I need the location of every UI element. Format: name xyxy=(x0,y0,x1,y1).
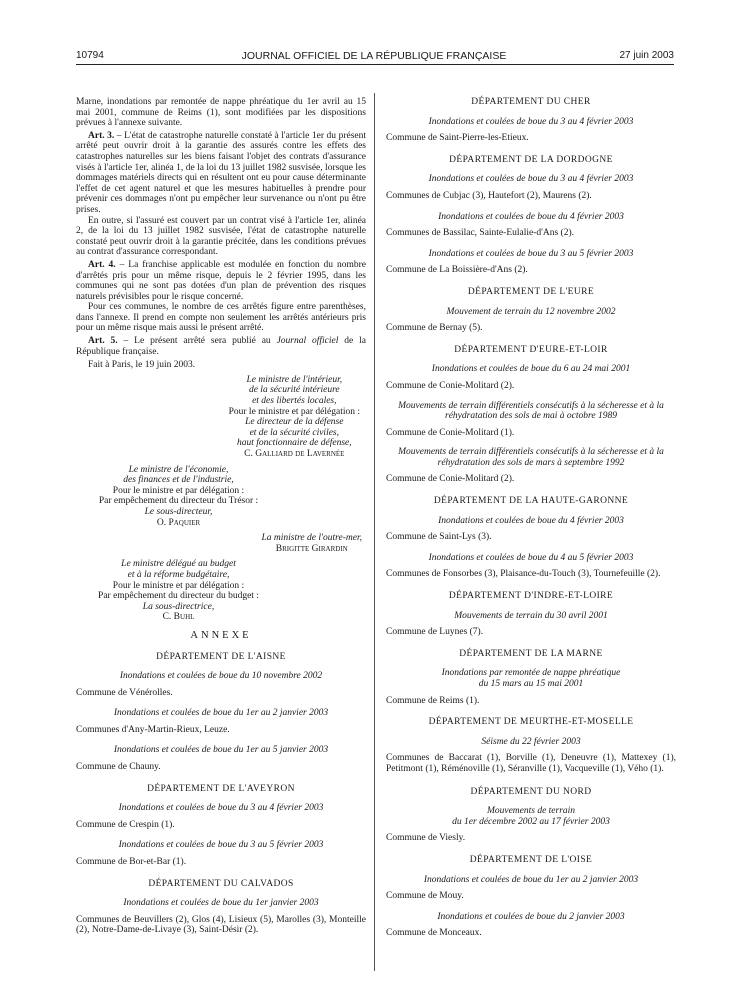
commune-list: Communes d'Any-Martin-Rieux, Leuze. xyxy=(76,724,230,735)
sig-line: et de la sécurité civiles, xyxy=(249,427,340,438)
event-heading: Inondations et coulées de boue du 3 au 5 février 2003 xyxy=(118,840,324,851)
event-heading: Mouvements de terrain du 30 avril 2001 xyxy=(454,610,608,621)
sig-line: Pour le ministre et par délégation : xyxy=(112,485,245,496)
commune-list: Commune de Saint-Pierre-les-Etieux. xyxy=(386,133,529,144)
intro-paragraph: Marne, inondations par remontée de nappe phréatique du 1er avril au 15 mai 2001, commune de Reims (1), sont modifiées par les dispositions prévues à l'annexe suivante. xyxy=(76,97,366,129)
sig-line: Par empêchement du directeur du Trésor : xyxy=(98,496,259,507)
right-column xyxy=(386,97,676,939)
sig-line: des finances et de l'industrie, xyxy=(123,475,234,486)
event-heading-dates: du 1er décembre 2002 au 17 février 2003 xyxy=(452,816,610,827)
article-3-text: – L'état de catastrophe naturelle constaté à l'article 1er du présent arrêté peut ouvrir droit à la garantie des assurés contre les effets des catastrophes naturelles sur les biens faisant l'objet des contrats d'assurance visés à l'article 1er, alinéa 1, de la loi du 13 juillet 1982 susvisée, lorsque les dommages matériels directs qui en résultent ont eu pour cause déterminante l'effet de cet agent naturel et que les mesures habituelles à prendre pour prévenir ces dommages n'ont pu empêcher leur survenance ou n'ont pu être prises. xyxy=(76,130,366,215)
signature-date: Fait à Paris, le 19 juin 2003. xyxy=(88,360,196,371)
signature-budget xyxy=(76,559,281,623)
event-heading: Inondations et coulées de boue du 2 janvier 2003 xyxy=(437,911,625,922)
event-heading: Inondations et coulées de boue du 3 au 4 février 2003 xyxy=(428,174,634,185)
sig-line: Le directeur de la défense xyxy=(245,417,344,428)
page-number: 10794 xyxy=(76,50,104,61)
commune-list: Commune de Mouy. xyxy=(386,891,464,902)
event-heading: Inondations par remontée de nappe phréatique xyxy=(441,668,621,679)
event-heading: Mouvements de terrain xyxy=(486,806,576,817)
sig-line: haut fonctionnaire de défense, xyxy=(236,438,352,449)
commune-list: Commune de Conie-Molitard (2). xyxy=(386,474,515,485)
event-heading: Inondations et coulées de boue du 4 février 2003 xyxy=(438,515,624,526)
sig-line: La ministre de l'outre-mer, xyxy=(261,533,362,544)
issue-date: 27 juin 2003 xyxy=(619,50,674,61)
commune-list: Communes de Fonsorbes (3), Plaisance-du-Touch (3), Tournefeuille (2). xyxy=(386,569,661,580)
event-heading: Mouvements de terrain différentiels consécutifs à la sécheresse et à la réhydratation des sols de mars à septembre 1992 xyxy=(398,447,664,468)
event-heading: Inondations et coulées de boue du 3 au 4 février 2003 xyxy=(428,116,634,127)
signatory-name: Brigitte Girardin xyxy=(275,543,348,554)
event-heading: Inondations et coulées de boue du 1er janvier 2003 xyxy=(123,898,319,909)
event-heading: Inondations et coulées de boue du 6 au 24 mai 2001 xyxy=(431,364,631,375)
sig-line: La sous-directrice, xyxy=(142,601,215,612)
department-heading: DÉPARTEMENT DE L'AVEYRON xyxy=(147,783,295,794)
department-heading: DÉPARTEMENT D'EURE-ET-LOIR xyxy=(454,344,608,355)
commune-list: Communes de Baccarat (1), Borville (1), Deneuvre (1), Mattexey (1), Petitmont (1), Réménoville (1), Séranville (1), Vacqueville (1), Vého (1). xyxy=(386,753,676,774)
commune-list: Communes de Bassilac, Sainte-Eulalie-d'Ans (2). xyxy=(386,228,574,239)
column-divider xyxy=(374,93,375,971)
signature-interior xyxy=(76,375,366,460)
sig-line: de la sécurité intérieure xyxy=(248,385,340,396)
article-4 xyxy=(76,260,366,302)
commune-list: Commune de Vénérolles. xyxy=(76,687,173,698)
department-heading: DÉPARTEMENT DU NORD xyxy=(470,786,592,797)
department-heading: DÉPARTEMENT DE LA MARNE xyxy=(459,648,603,659)
department-heading: DÉPARTEMENT DU CALVADOS xyxy=(148,878,294,889)
event-heading: Inondations et coulées de boue du 3 au 4 février 2003 xyxy=(118,803,324,814)
commune-list: Commune de Crespin (1). xyxy=(76,819,175,830)
article-3-label: Art. 3. xyxy=(88,130,115,141)
event-heading: Mouvement de terrain du 12 novembre 2002 xyxy=(446,306,616,317)
sig-line: et à la réforme budgétaire, xyxy=(127,569,230,580)
event-heading-dates: du 15 mars au 15 mai 2001 xyxy=(478,679,584,689)
article-5-label: Art. 5. xyxy=(88,336,118,347)
sig-line: Le ministre de l'économie, xyxy=(128,464,229,475)
annexe-heading: ANNEXE xyxy=(190,629,252,641)
commune-list: Commune de Bor-et-Bar (1). xyxy=(76,857,187,868)
department-heading: DÉPARTEMENT DE L'OISE xyxy=(469,854,593,865)
department-heading: DÉPARTEMENT DE LA DORDOGNE xyxy=(449,154,613,165)
event-heading: Inondations et coulées de boue du 4 au 5 février 2003 xyxy=(428,552,634,563)
event-heading: Inondations et coulées de boue du 3 au 5 février 2003 xyxy=(428,248,634,259)
commune-list: Commune de Reims (1). xyxy=(386,695,480,706)
commune-list: Commune de Luynes (7). xyxy=(386,627,484,638)
header-rule xyxy=(76,64,674,65)
commune-list: Communes de Beuvillers (2), Glos (4), Lisieux (5), Marolles (3), Monteille (2), Notre-Dame-de-Livaye (3), Saint-Désir (2). xyxy=(76,914,366,936)
event-heading: Inondations et coulées de boue du 1er au 2 janvier 2003 xyxy=(113,708,329,719)
commune-list: Commune de La Boissière-d'Ans (2). xyxy=(386,265,528,276)
event-heading: Inondations et coulées de boue du 1er au 5 janvier 2003 xyxy=(113,745,329,756)
commune-list: Commune de Conie-Molitard (2). xyxy=(386,380,515,391)
sig-line: Le ministre de l'intérieur, xyxy=(246,374,343,385)
signatory-name: C. Buhl xyxy=(162,612,195,623)
department-heading: DÉPARTEMENT DE LA HAUTE-GARONNE xyxy=(433,496,629,507)
department-heading: DÉPARTEMENT DE L'AISNE xyxy=(156,651,286,662)
left-column xyxy=(76,97,366,936)
commune-list: Commune de Viesly. xyxy=(386,833,466,844)
article-5-text-end: de la République française. xyxy=(76,336,367,357)
commune-list: Communes de Cubjac (3), Hautefort (2), Maurens (2). xyxy=(386,190,592,201)
journal-title: JOURNAL OFFICIEL DE LA RÉPUBLIQUE FRANÇAISE xyxy=(241,50,507,62)
signatory-name: O. Paquier xyxy=(156,517,201,528)
article-4-text: – La franchise applicable est modulée en fonction du nombre d'arrêtés pris pour un même risque, depuis le 2 février 1995, dans les communes qui ne sont pas dotées d'un plan de prévention des risques naturels prévisibles pour le risque concerné. xyxy=(76,259,366,302)
commune-list: Commune de Chauny. xyxy=(76,762,161,773)
sig-line: Pour le ministre et par délégation : xyxy=(112,580,245,591)
sig-line: Pour le ministre et par délégation : xyxy=(228,406,360,417)
commune-list: Commune de Conie-Molitard (1). xyxy=(386,427,515,438)
article-4-paragraph-2: Pour ces communes, le nombre de ces arrêtés figure entre parenthèses, dans l'annexe. Il prend en compte non seulement les arrêtés antérieurs pris pour un même risque mais aussi le présent arrêté. xyxy=(76,302,366,334)
department-heading: DÉPARTEMENT DE L'EURE xyxy=(467,286,595,297)
commune-list: Commune de Saint-Lys (3). xyxy=(386,532,492,543)
article-3 xyxy=(76,131,366,216)
sig-line: et des libertés locales, xyxy=(252,396,337,407)
event-heading: Inondations et coulées de boue du 10 novembre 2002 xyxy=(119,671,323,682)
department-heading: DÉPARTEMENT D'INDRE-ET-LOIRE xyxy=(448,591,614,602)
article-4-label: Art. 4. xyxy=(88,259,116,270)
article-5-text: – Le présent arrêté sera publié au xyxy=(117,336,277,347)
sig-line: Le ministre délégué au budget xyxy=(121,559,236,570)
sig-line: Par empêchement du directeur du budget : xyxy=(98,591,259,602)
signatory-name: C. Galliard de Lavernée xyxy=(244,449,345,459)
event-heading: Inondations et coulées de boue du 1er au 2 janvier 2003 xyxy=(423,874,639,885)
department-heading: DÉPARTEMENT DU CHER xyxy=(471,97,591,107)
commune-list: Commune de Monceaux. xyxy=(386,928,482,939)
event-heading: Mouvements de terrain différentiels consécutifs à la sécheresse et à la réhydratation des sols de mai à octobre 1989 xyxy=(398,400,664,422)
commune-list: Commune de Bernay (5). xyxy=(386,323,483,334)
signature-outre-mer xyxy=(76,533,366,554)
signature-economy xyxy=(76,465,281,529)
article-5 xyxy=(76,336,366,357)
article-5-journal: Journal officiel xyxy=(276,336,339,347)
article-3-paragraph-2: En outre, si l'assuré est couvert par un contrat visé à l'article 1er, alinéa 2, de la loi du 13 juillet 1982 susvisée, l'état de catastrophe naturelle constaté peut ouvrir droit à la garantie précitée, dans les conditions prévues au contrat d'assurance correspondant. xyxy=(76,215,366,258)
department-heading: DÉPARTEMENT DE MEURTHE-ET-MOSELLE xyxy=(428,717,634,728)
event-heading: Séisme du 22 février 2003 xyxy=(481,736,581,747)
event-heading: Inondations et coulées de boue du 4 février 2003 xyxy=(438,211,624,222)
sig-line: Le sous-directeur, xyxy=(144,506,213,517)
